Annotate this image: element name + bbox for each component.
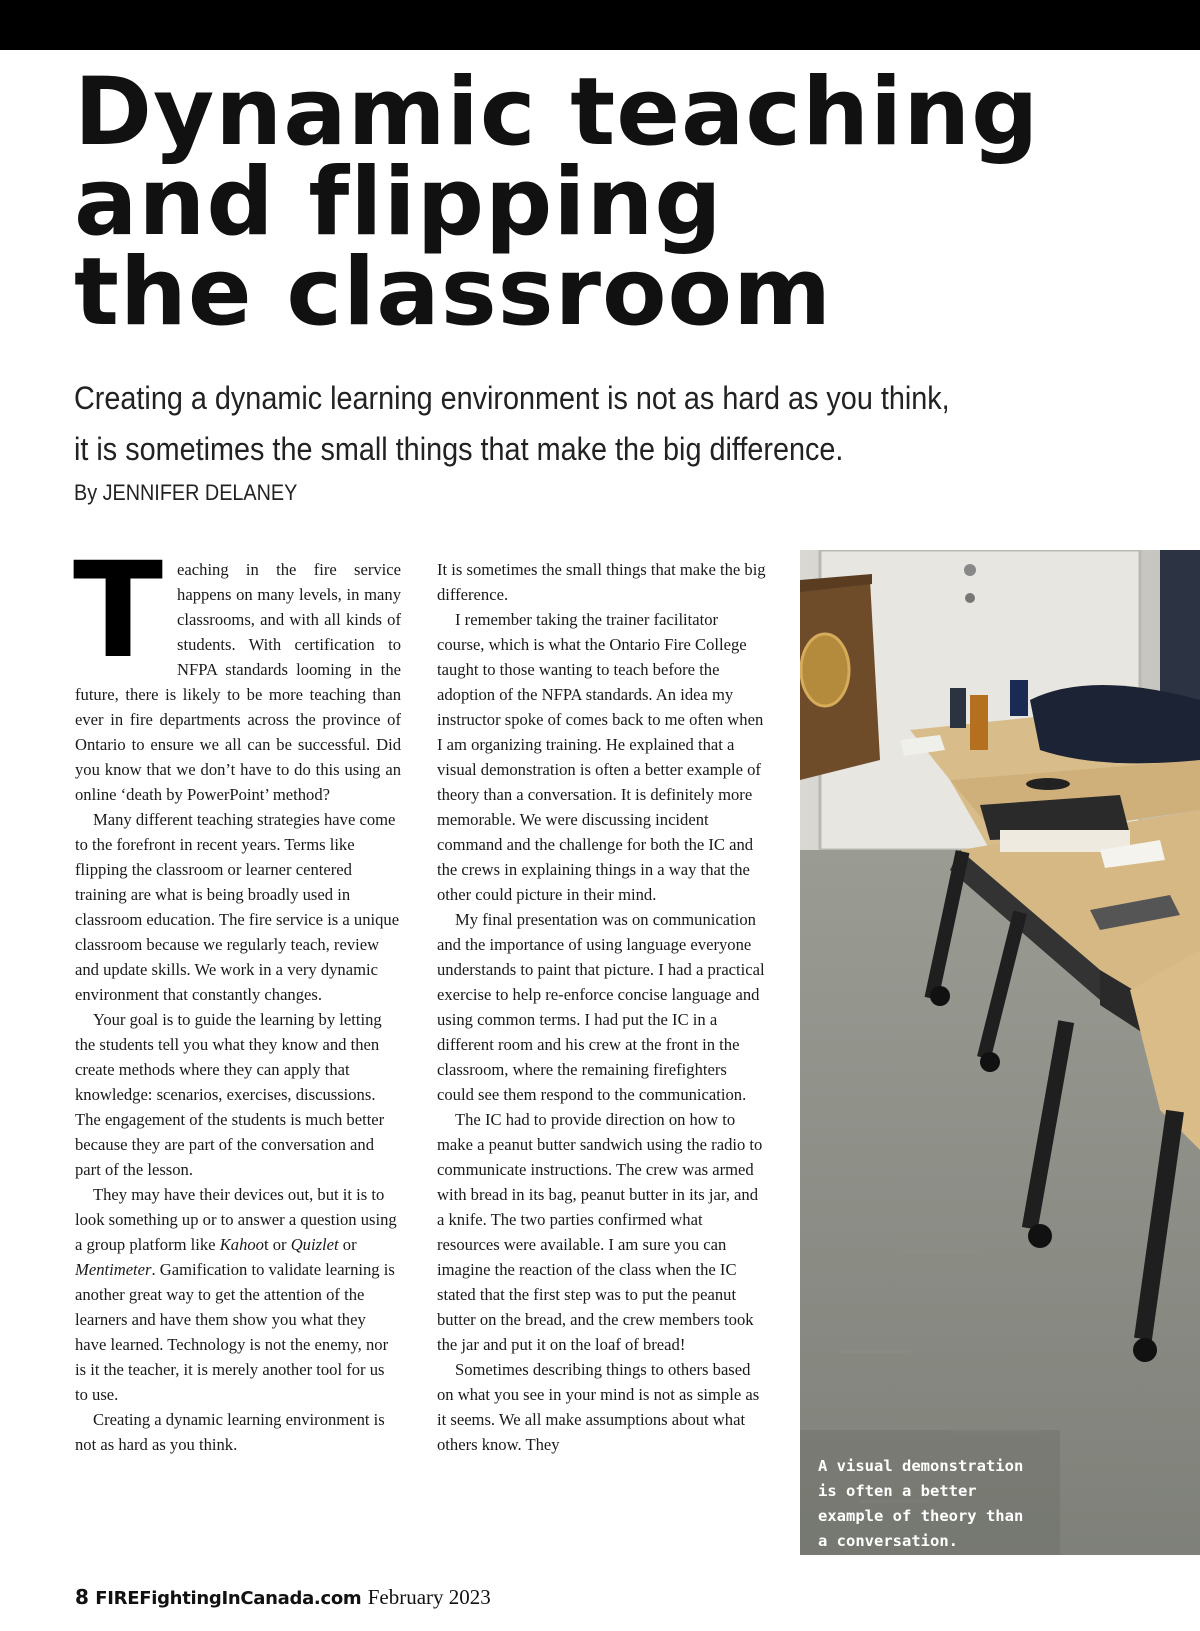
paragraph: The IC had to provide direction on how to make a peanut butter sandwich using the radio to communicate instructions. The crew was armed with bread in its bag, peanut butter in its jar, and a knife. The two parties confirmed what resources were available. I am sure you can imagine the reaction of the class when the IC stated that the first step was to put the peanut butter on the bread, and the crew members took the jar and put it on the loaf of bread! (437, 1110, 763, 1354)
issue-date: February 2023 (367, 1585, 491, 1609)
headline-line-2: and flipping (74, 148, 723, 257)
deck-subtitle (74, 373, 1046, 475)
paragraph: Many different teaching strategies have come to the forefront in recent years. Terms like flipping the classroom or learner centered training are what is being broadly used in classroom education. The fire service is a unique classroom because we regularly teach, review and update skills. We work in a very dynamic environment that constantly changes. (75, 810, 400, 1004)
site-name: FIREFightingInCanada.com (95, 1588, 362, 1609)
byline: By JENNIFER DELANEY (74, 480, 298, 505)
page-footer (75, 1585, 491, 1610)
headline (74, 58, 1174, 347)
drop-cap: T (73, 534, 164, 688)
deck-line-2: it is sometimes the small things that make the big difference. (74, 431, 844, 467)
paragraph (73, 534, 401, 807)
article-column-1 (73, 534, 401, 1457)
paragraph-text: or (338, 1235, 357, 1254)
paragraph-text: t or (263, 1235, 291, 1254)
page-number: 8 (75, 1585, 89, 1609)
headline-line-3: the classroom (74, 238, 833, 347)
paragraph: It is sometimes the small things that make the big difference. (437, 560, 766, 604)
paragraph (75, 1182, 401, 1407)
deck-line-1: Creating a dynamic learning environment is not as hard as you think, (74, 380, 950, 416)
headline-line-1: Dynamic teaching (74, 58, 1040, 167)
photo-caption: A visual demonstration is often a better example of theory than a conversation. (818, 1457, 1024, 1550)
platform-mentimeter: Mentimeter (75, 1260, 152, 1279)
paragraph: Your goal is to guide the learning by letting the students tell you what they know and then create methods where they can apply that knowledge: scenarios, exercises, discussions. The engagement of the students is much better because they are part of the conversation and part of the lesson. (75, 1010, 385, 1179)
paragraph: My final presentation was on communication and the importance of using language everyone understands to paint that picture. I had a practical exercise to help re-enforce concise language and using common terms. I had put the IC in a different room and his crew at the front in the classroom, where the remaining firefighters could see them respond to the communication. (437, 910, 765, 1104)
paragraph: Sometimes describing things to others based on what you see in your mind is not as simple as it seems. We all make assumptions about what others know. They (437, 1360, 760, 1454)
paragraph: Creating a dynamic learning environment is not as hard as you think. (75, 1410, 385, 1454)
classroom-photo-illustration (800, 550, 1200, 1555)
paragraph: I remember taking the trainer facilitator course, which is what the Ontario Fire College taught to those wanting to teach before the adoption of the NFPA standards. An idea my instructor spoke of comes back to me often when I am organizing training. He explained that a visual demonstration is often a better example of theory than a conversation. It is definitely more memorable. We were discussing incident command and the challenge for both the IC and the crews in explaining things in a way that the other could picture in their mind. (437, 610, 764, 904)
top-black-bar (0, 0, 1200, 50)
platform-quizlet: Quizlet (290, 1235, 339, 1254)
paragraph-text: . Gamification to validate learning is another great way to get the attention of the learners and have them show you what they have learned. Technology is not the enemy, nor is it the teacher, it is merely another tool for us to use. (75, 1260, 395, 1404)
paragraph-text: eaching in the fire service happens on many levels, in many classrooms, and with all kinds of students. With certification to NFPA standards looming in the future, there is likely to be more teaching than ever in fire departments across the province of Ontario to ensure we all can be successful. Did you know that we don’t have to do this using an online ‘death by PowerPoint’ method? (75, 560, 401, 804)
article-column-2 (437, 557, 767, 1457)
paragraph-text: They may have their devices out, but it is to look something up or to answer a question using a group platform like (75, 1185, 397, 1254)
platform-kahoot: Kahoo (219, 1235, 264, 1254)
classroom-photo (800, 550, 1200, 1555)
